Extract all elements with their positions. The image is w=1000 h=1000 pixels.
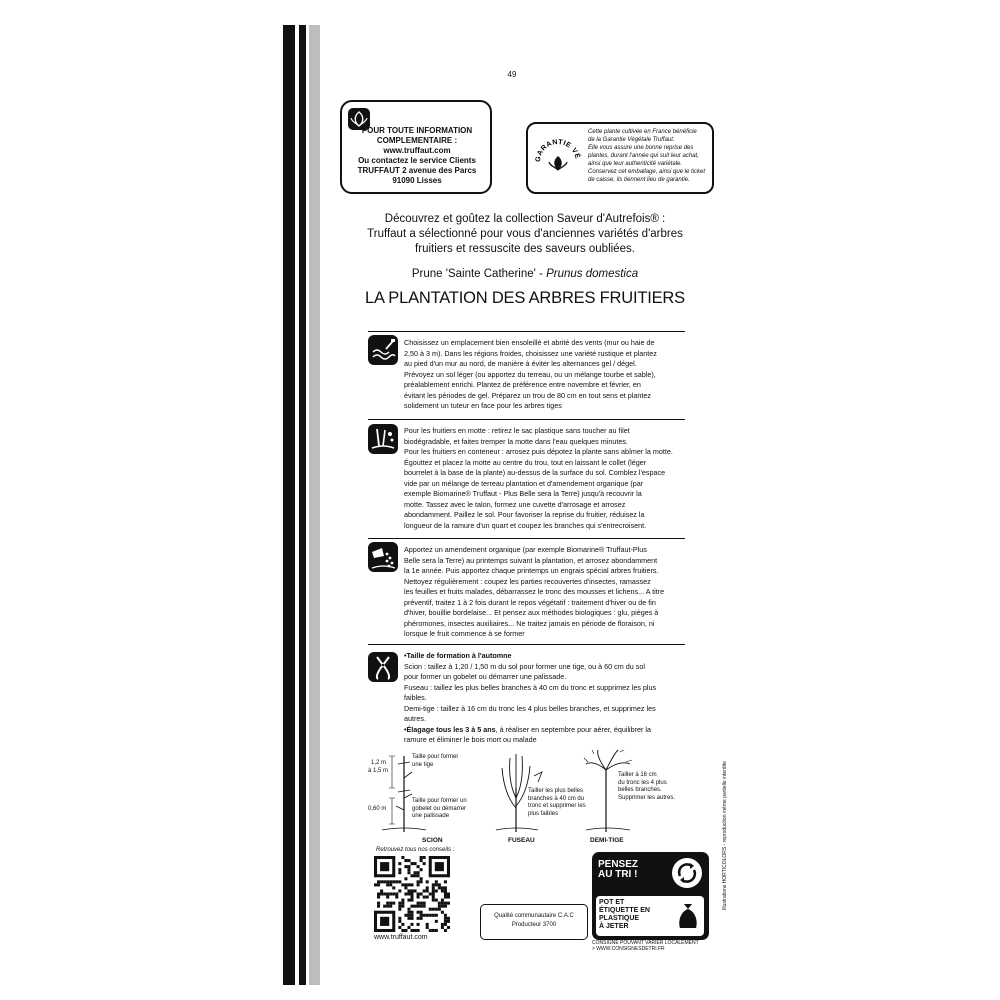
- trash-bag-icon: [676, 900, 700, 932]
- height-label-top: 1,2 m à 1,5 m: [368, 760, 389, 774]
- latin-name: Prunus domestica: [546, 268, 639, 280]
- qr-caption: Retrouvez tous nos conseils :: [376, 847, 455, 853]
- divider: [368, 331, 685, 332]
- qr-code[interactable]: [374, 856, 450, 932]
- planting-icon: [368, 424, 398, 454]
- recycling-instructions: POT ET ÉTIQUETTE EN PLASTIQUE À JETER: [596, 896, 704, 936]
- divider: [368, 538, 685, 539]
- quality-box: Qualité communautaire C.A.C Producteur 3700: [480, 904, 588, 940]
- pruning-diagram: [368, 748, 688, 848]
- page-number: 49: [507, 70, 517, 79]
- black-stripe: [299, 25, 306, 985]
- garantie-text: Cette plante cultivée en France bénéficie de la Garantie Végétale Truffaut. Elle vous assure une bonne reprise des plantes, durant l'année qui suit leur achat, ainsi que leur authenticité variétale. Conservez cet emballage, ainsi que le ticket de caisse, ils tiennent lieu de garantie.: [588, 129, 706, 183]
- recycle-loop-icon: [670, 856, 704, 890]
- garantie-seal: [532, 128, 584, 186]
- section-care: Apportez un amendement organique (par exemple Biomarine® Truffaut-Plus Belle sera la Terre) au printemps suivant la plantation, et arrosez abondamment la 1e année. Puis apportez chaque printemps un engrais spécial arbres fruitiers. Nettoyez régulièrement : coupez les parties recouvertes d'insectes, ramassez les feuilles et fruits malades, débarrassez le tronc des mousses et lichens... A titre préventif, traitez 1 à 2 fois durant le repos végétatif : traitement d'hiver ou de fin d'hiver, bouillie bordelaise... Et pensez aux méthodes biologiques : glu, pièges à phéromones, insectes auxiliaires... Ne traitez jamais en période de floraison, ni lorsque le fruit commence à se former: [404, 545, 665, 638]
- variety-subtitle: Prune 'Sainte Catherine' - Prunus domestica: [411, 268, 639, 280]
- recycling-box: [592, 852, 709, 940]
- section-location: Choisissez un emplacement bien ensoleillé et abrité des vents (mur ou haie de 2,50 à 3 m). Dans les régions froides, choisissez une variété rustique et plantez au pied d'un mur au nord, de manière à éviter les alternances gel / dégel. Prévoyez un sol léger (ou apportez du terreau, ou un mélange tourbe et sable), préalablement enrichi. Plantez de préférence entre novembre et février, en évitant les périodes de gel. Préparez un trou de 80 cm en tout sens et plantez solidement un tuteur en face pour les arbres tiges: [404, 338, 657, 410]
- scion-label: SCION: [422, 837, 443, 844]
- recycling-title: PENSEZ AU TRI !: [598, 859, 639, 880]
- divider: [368, 644, 685, 645]
- demitige-note: Tailler à 16 cm du tronc les 4 plus belles branches. Supprimer les autres.: [618, 772, 676, 801]
- scion-note-tige: Taille pour former une tige: [412, 754, 459, 768]
- gray-stripe: [309, 25, 320, 985]
- info-box: [340, 100, 492, 194]
- section-pruning: •Taille de formation à l'automne Scion : taillez à 1,20 / 1,50 m du sol pour former une tige, ou à 60 cm du sol pour former un gobelet ou démarrer une palissade. Fuseau : taillez les plus belles branches à 40 cm du tronc et supprimez les plus faibles. Demi-tige : taillez à 16 cm du tronc les 4 plus belles branches, et supprimez les autres. •Élagage tous les 3 à 5 ans, à réaliser en septembre pour aérer, équilibrer la ramure et éliminer le bois mort ou malade: [404, 651, 657, 744]
- qr-url[interactable]: www.truffaut.com: [374, 934, 428, 941]
- demitige-label: DEMI-TIGE: [590, 837, 624, 844]
- garantie-seal-text: GARANTIE VÉ: [534, 138, 581, 163]
- height-label-low: 0,60 m: [368, 806, 387, 812]
- pruning-shears-icon: [368, 652, 398, 682]
- fertilizer-icon: [368, 542, 398, 572]
- intro-text: Découvrez et goûtez la collection Saveur d'Autrefois® : Truffaut a sélectionné pour vous d'anciennes variétés d'arbres fruitiers et ressuscite des saveurs oubliées.: [367, 213, 683, 255]
- page-title: LA PLANTATION DES ARBRES FRUITIERS: [365, 289, 685, 307]
- info-text: POUR TOUTE INFORMATION COMPLEMENTAIRE : www.truffaut.com Ou contactez le service Clients TRUFFAUT 2 avenue des Parcs 91090 Lisses: [352, 126, 482, 186]
- website-link[interactable]: www.truffaut.com: [383, 146, 451, 155]
- fuseau-label: FUSEAU: [508, 837, 535, 844]
- garantie-box: [526, 122, 714, 194]
- recycling-note: CONSIGNE POUVANT VARIER LOCALEMENT > WWW.CONSIGNESDETRI.FR: [592, 940, 699, 952]
- scion-note-gobelet: Taille pour former un gobelet ou démarrer une palissade: [412, 798, 467, 819]
- soil-icon: [368, 335, 398, 365]
- illustration-credit: Illustrations HORTICOLORS - reproduction même partielle interdite: [722, 761, 728, 910]
- section-planting: Pour les fruitiers en motte : retirez le sac plastique sans toucher au filet biodégradable, et faites tremper la motte dans l'eau quelques minutes. Pour les fruitiers en conteneur : arrosez puis dépotez la plante sans abîmer la motte. Égouttez et placez la motte au centre du trou, tout en laissant le collet (léger bourrelet à la base de la plante) au-dessus de la surface du sol. Comblez l'espace vide par un mélange de terreau plantation et d'amendement organique (par exemple Biomarine® Truffaut - Plus Belle sera la Terre) jusqu'à recouvrir la motte. Tassez avec le talon, formez une cuvette d'arrosage et arrosez abondamment. Paillez le sol. Pour favoriser la reprise du fruitier, réduisez la longueur de la ramure d'un quart et coupez les branches qui s'entrecroisent.: [404, 426, 673, 530]
- black-stripe: [283, 25, 295, 985]
- variety-name: Prune 'Sainte Catherine': [411, 268, 536, 280]
- fuseau-note: Tailler les plus belles branches à 40 cm du tronc et supprimer les plus faibles: [528, 788, 586, 817]
- divider: [368, 419, 685, 420]
